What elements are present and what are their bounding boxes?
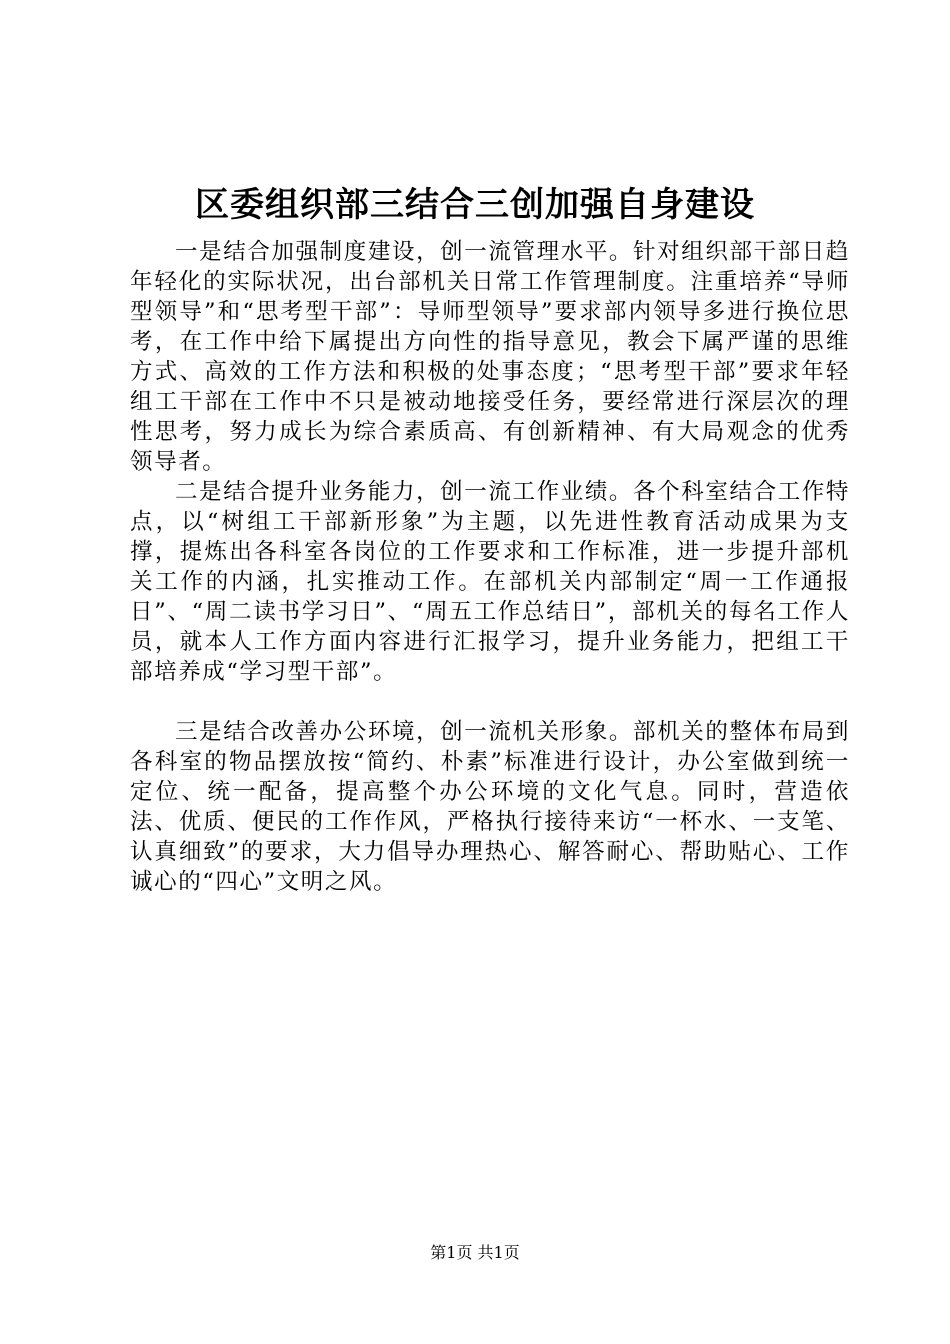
- document-body: [130, 237, 850, 897]
- document-title: 区委组织部三结合三创加强自身建设: [195, 185, 755, 225]
- paragraph-1: 一是结合加强制度建设，创一流管理水平。针对组织部干部日趋年轻化的实际状况，出台部机关日常工作管理制度。注重培养“导师型领导”和“思考型干部”：导师型领导”要求部内领导多进行换位思考，在工作中给下属提出方向性的指导意见，教会下属严谨的思维方式、高效的工作方法和积极的处事态度；“思考型干部”要求年轻组工干部在工作中不只是被动地接受任务，要经常进行深层次的理性思考，努力成长为综合素质高、有创新精神、有大局观念的优秀领导者。: [130, 239, 850, 475]
- paragraph-2: 二是结合提升业务能力，创一流工作业绩。各个科室结合工作特点，以“树组工干部新形象”为主题，以先进性教育活动成果为支撑，提炼出各科室各岗位的工作要求和工作标准，进一步提升部机关工作的内涵，扎实推动工作。在部机关内部制定“周一工作通报日”、“周二读书学习日”、“周五工作总结日”，部机关的每名工作人员，就本人工作方面内容进行汇报学习，提升业务能力，把组工干部培养成“学习型干部”。: [130, 479, 850, 685]
- paragraph-3: 三是结合改善办公环境，创一流机关形象。部机关的整体布局到各科室的物品摆放按“简约、朴素”标准进行设计，办公室做到统一定位、统一配备，提高整个办公环境的文化气息。同时，营造依法、优质、便民的工作作风，严格执行接待来访“一杯水、一支笔、认真细致”的要求，大力倡导办理热心、解答耐心、帮助贴心、工作诚心的“四心”文明之风。: [130, 719, 850, 895]
- page-footer: 第1页 共1页: [430, 1243, 520, 1262]
